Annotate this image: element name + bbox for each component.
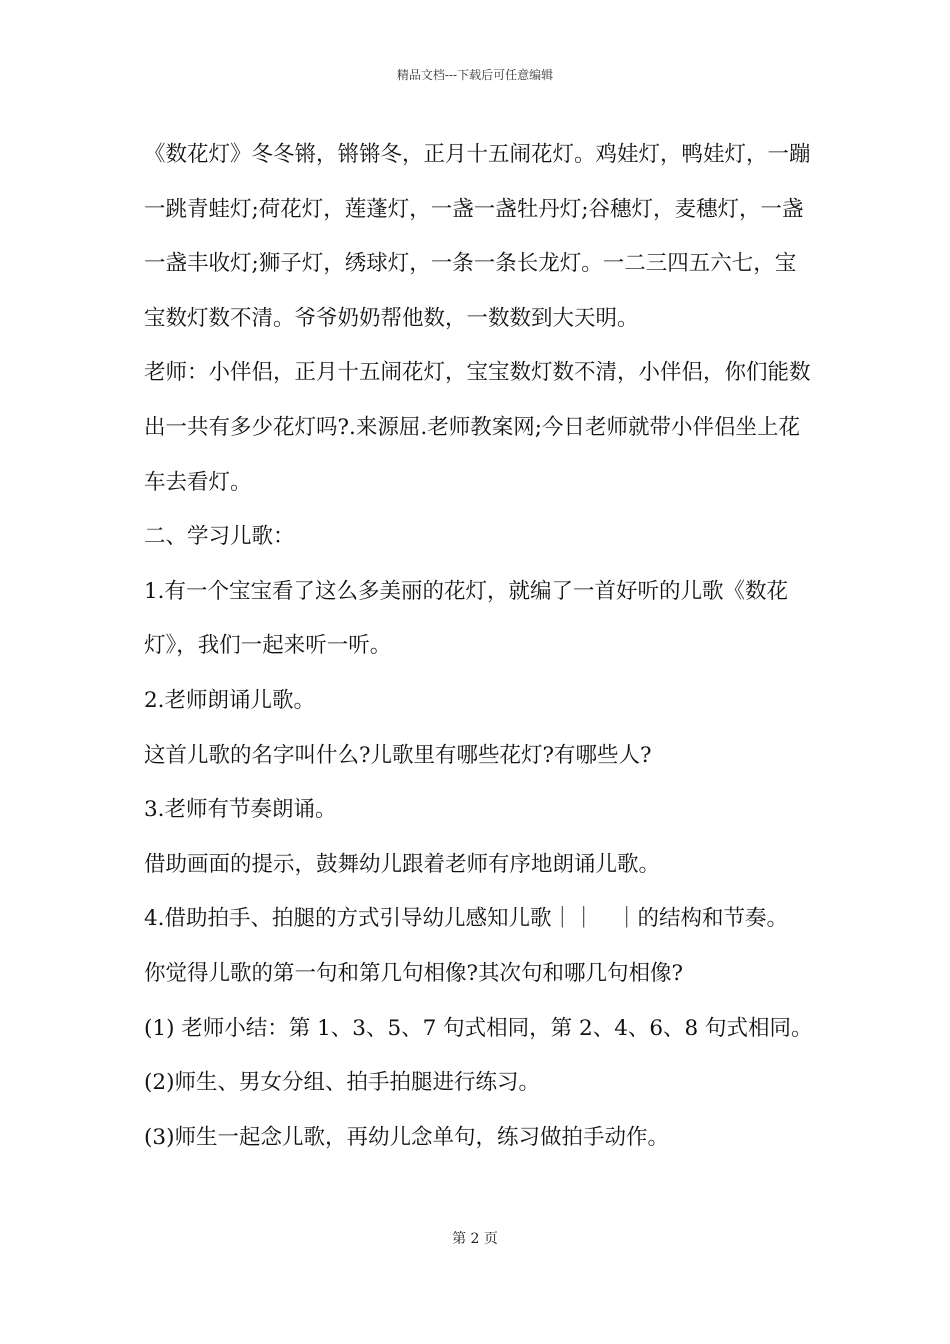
step-3-paragraph: 3.老师有节奏朗诵。 <box>144 797 337 823</box>
summary-item-3: (3)师生一起念儿歌，再幼儿念单句，练习做拍手动作。 <box>144 1124 669 1150</box>
question-paragraph-2: 你觉得儿歌的第一句和第几句相像?其次句和哪几句相像? <box>144 960 684 986</box>
step-2-paragraph: 2.老师朗诵儿歌。 <box>144 687 316 713</box>
question-paragraph-1: 这首儿歌的名字叫什么?儿歌里有哪些花灯?有哪些人? <box>144 742 652 768</box>
document-body <box>144 128 816 1165</box>
poem-paragraph: 《数花灯》冬冬锵，锵锵冬，正月十五闹花灯。鸡娃灯，鸭娃灯，一蹦一跳青蛙灯;荷花灯，莲蓬灯，一盏一盏牡丹灯;谷穗灯，麦穗灯，一盏一盏丰收灯;狮子灯，绣球灯，一条一条长龙灯。一二三四五六七，宝宝数灯数不清。爷爷奶奶帮他数，一数数到大天明。 <box>144 142 811 331</box>
guidance-paragraph: 借助画面的提示，鼓舞幼儿跟着老师有序地朗诵儿歌。 <box>144 851 661 877</box>
section-heading: 二、学习儿歌： <box>144 524 295 550</box>
page-header: 精品文档---下载后可任意编辑 <box>396 68 554 82</box>
step-1-paragraph: 1.有一个宝宝看了这么多美丽的花灯，就编了一首好听的儿歌《数花灯》，我们一起来听一听。 <box>144 578 789 659</box>
summary-item-2: (2)师生、男女分组、拍手拍腿进行练习。 <box>144 1070 540 1096</box>
step-4-paragraph: 4.借助拍手、拍腿的方式引导幼儿感知儿歌｜｜ ｜的结构和节奏。 <box>144 906 789 932</box>
summary-item-1: (1) 老师小结：第 1、3、5、7 句式相同，第 2、4、6、8 句式相同。 <box>144 1015 813 1041</box>
teacher-intro-paragraph: 老师：小伴侣，正月十五闹花灯，宝宝数灯数不清，小伴侣，你们能数出一共有多少花灯吗?.来源屈.老师教案网;今日老师就带小伴侣坐上花车去看灯。 <box>144 360 811 495</box>
page-number: 第 2 页 <box>452 1231 498 1247</box>
